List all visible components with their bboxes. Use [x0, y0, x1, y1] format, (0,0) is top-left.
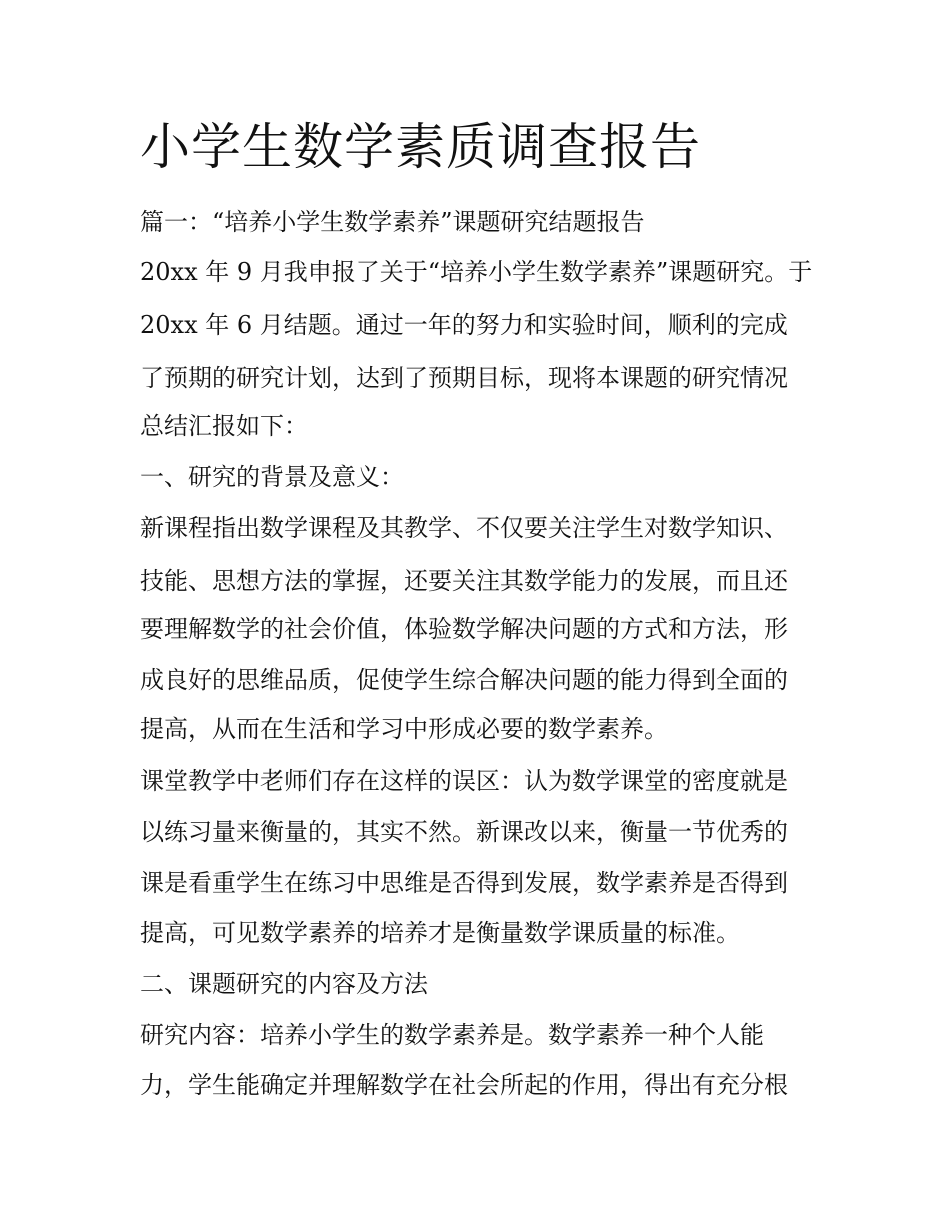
document-title: 小学生数学素质调查报告: [140, 118, 701, 176]
paragraph-line: 提高，从而在生活和学习中形成必要的数学素养。: [140, 715, 668, 743]
paragraph-line: 新课程指出数学课程及其教学、不仅要关注学生对数学知识、: [140, 514, 788, 542]
subtitle-line: 篇一：“培养小学生数学素养”课题研究结题报告: [140, 208, 645, 236]
paragraph-line: 课是看重学生在练习中思维是否得到发展，数学素养是否得到: [140, 869, 788, 897]
paragraph-line: 总结汇报如下：: [140, 412, 308, 440]
section-heading: 一、研究的背景及意义：: [140, 463, 404, 491]
section-heading: 二、课题研究的内容及方法: [140, 970, 428, 998]
paragraph-line: 20xx 年 9 月我申报了关于“培养小学生数学素养”课题研究。于: [140, 258, 813, 286]
paragraph-line: 课堂教学中老师们存在这样的误区：认为数学课堂的密度就是: [140, 767, 788, 795]
paragraph-line: 以练习量来衡量的，其实不然。新课改以来，衡量一节优秀的: [140, 818, 788, 846]
paragraph-line: 技能、思想方法的掌握，还要关注其数学能力的发展，而且还: [140, 567, 788, 595]
paragraph-line: 成良好的思维品质，促使学生综合解决问题的能力得到全面的: [140, 666, 788, 694]
paragraph-line: 要理解数学的社会价值，体验数学解决问题的方式和方法，形: [140, 615, 788, 643]
paragraph-line: 提高，可见数学素养的培养才是衡量数学课质量的标准。: [140, 919, 740, 947]
paragraph-line: 研究内容：培养小学生的数学素养是。数学素养一种个人能: [140, 1021, 764, 1049]
paragraph-line: 了预期的研究计划，达到了预期目标，现将本课题的研究情况: [140, 364, 788, 392]
paragraph-line: 力，学生能确定并理解数学在社会所起的作用，得出有充分根: [140, 1071, 788, 1099]
paragraph-line: 20xx 年 6 月结题。通过一年的努力和实验时间，顺利的完成: [140, 311, 788, 339]
